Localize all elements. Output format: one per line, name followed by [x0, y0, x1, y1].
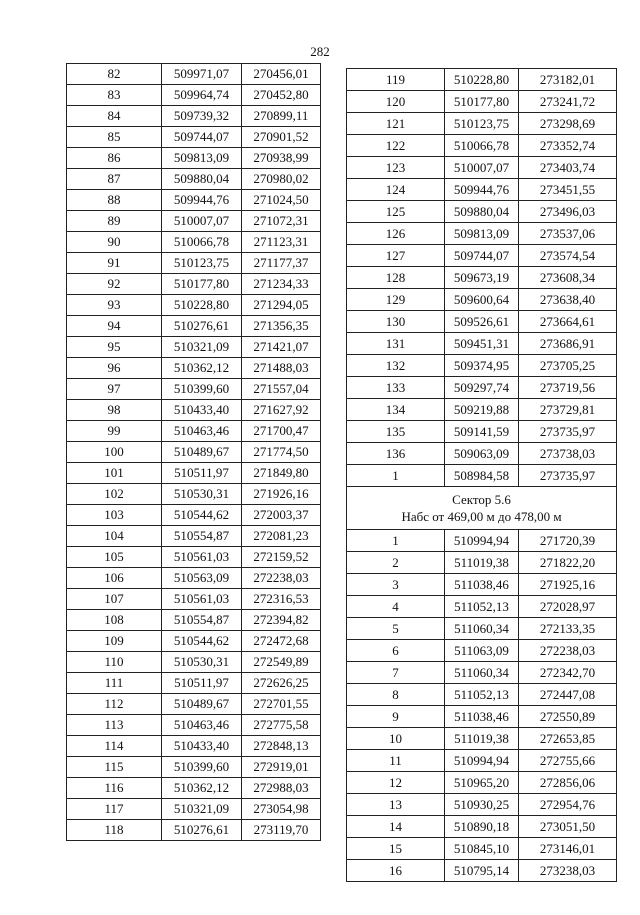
x-coordinate-cell: 509739,32 — [162, 106, 242, 127]
y-coordinate-cell: 271926,16 — [242, 484, 321, 505]
x-coordinate-cell: 510561,03 — [162, 547, 242, 568]
y-coordinate-cell: 272447,08 — [519, 684, 617, 706]
y-coordinate-cell: 271072,31 — [242, 211, 321, 232]
y-coordinate-cell: 272701,55 — [242, 694, 321, 715]
table-row — [347, 728, 617, 750]
point-number-cell: 92 — [67, 274, 162, 295]
y-coordinate-cell: 270938,99 — [242, 148, 321, 169]
point-number-cell: 4 — [347, 596, 445, 618]
point-number-cell: 89 — [67, 211, 162, 232]
point-number-cell: 114 — [67, 736, 162, 757]
y-coordinate-cell: 272028,97 — [519, 596, 617, 618]
point-number-cell: 116 — [67, 778, 162, 799]
y-coordinate-cell: 272755,66 — [519, 750, 617, 772]
point-number-cell: 84 — [67, 106, 162, 127]
point-number-cell: 117 — [67, 799, 162, 820]
x-coordinate-cell: 510994,94 — [445, 530, 519, 552]
x-coordinate-cell: 510007,07 — [162, 211, 242, 232]
x-coordinate-cell: 511060,34 — [445, 662, 519, 684]
x-coordinate-cell: 510965,20 — [445, 772, 519, 794]
table-row — [347, 530, 617, 552]
table-row — [67, 106, 321, 127]
point-number-cell: 105 — [67, 547, 162, 568]
x-coordinate-cell: 509880,04 — [162, 169, 242, 190]
point-number-cell: 13 — [347, 794, 445, 816]
y-coordinate-cell: 273451,55 — [519, 179, 617, 201]
y-coordinate-cell: 273537,06 — [519, 223, 617, 245]
sector-title: Сектор 5.6 — [452, 492, 511, 507]
table-row — [347, 552, 617, 574]
point-number-cell: 93 — [67, 295, 162, 316]
point-number-cell: 98 — [67, 400, 162, 421]
table-row — [347, 860, 617, 882]
point-number-cell: 16 — [347, 860, 445, 882]
point-number-cell: 123 — [347, 157, 445, 179]
x-coordinate-cell: 510489,67 — [162, 694, 242, 715]
point-number-cell: 10 — [347, 728, 445, 750]
table-row — [347, 157, 617, 179]
table-row — [347, 640, 617, 662]
table-row — [67, 463, 321, 484]
y-coordinate-cell: 273051,50 — [519, 816, 617, 838]
table-row — [67, 610, 321, 631]
x-coordinate-cell: 510463,46 — [162, 421, 242, 442]
y-coordinate-cell: 272081,23 — [242, 526, 321, 547]
point-number-cell: 108 — [67, 610, 162, 631]
table-row — [347, 574, 617, 596]
y-coordinate-cell: 272133,35 — [519, 618, 617, 640]
y-coordinate-cell: 273054,98 — [242, 799, 321, 820]
y-coordinate-cell: 272549,89 — [242, 652, 321, 673]
y-coordinate-cell: 270980,02 — [242, 169, 321, 190]
point-number-cell: 125 — [347, 201, 445, 223]
table-row — [67, 379, 321, 400]
table-row — [67, 316, 321, 337]
table-row — [67, 778, 321, 799]
x-coordinate-cell: 510066,78 — [162, 232, 242, 253]
y-coordinate-cell: 273298,69 — [519, 113, 617, 135]
point-number-cell: 103 — [67, 505, 162, 526]
point-number-cell: 120 — [347, 91, 445, 113]
y-coordinate-cell: 271627,92 — [242, 400, 321, 421]
y-coordinate-cell: 272316,53 — [242, 589, 321, 610]
y-coordinate-cell: 272342,70 — [519, 662, 617, 684]
x-coordinate-cell: 510007,07 — [445, 157, 519, 179]
table-row — [67, 568, 321, 589]
y-coordinate-cell: 270456,01 — [242, 64, 321, 85]
x-coordinate-cell: 510433,40 — [162, 736, 242, 757]
x-coordinate-cell: 510890,18 — [445, 816, 519, 838]
point-number-cell: 126 — [347, 223, 445, 245]
y-coordinate-cell: 270452,80 — [242, 85, 321, 106]
x-coordinate-cell: 511052,13 — [445, 596, 519, 618]
point-number-cell: 104 — [67, 526, 162, 547]
point-number-cell: 133 — [347, 377, 445, 399]
x-coordinate-cell: 509944,76 — [445, 179, 519, 201]
y-coordinate-cell: 271925,16 — [519, 574, 617, 596]
table-row — [67, 274, 321, 295]
table-row — [347, 794, 617, 816]
table-row — [347, 443, 617, 465]
point-number-cell: 113 — [67, 715, 162, 736]
table-row — [67, 190, 321, 211]
x-coordinate-cell: 508984,58 — [445, 465, 519, 487]
table-row — [67, 253, 321, 274]
x-coordinate-cell: 509944,76 — [162, 190, 242, 211]
point-number-cell: 90 — [67, 232, 162, 253]
left-coordinates-table — [66, 63, 321, 841]
point-number-cell: 8 — [347, 684, 445, 706]
point-number-cell: 99 — [67, 421, 162, 442]
point-number-cell: 130 — [347, 311, 445, 333]
sector-heading-cell — [347, 487, 617, 530]
table-row — [347, 377, 617, 399]
x-coordinate-cell: 510399,60 — [162, 757, 242, 778]
point-number-cell: 87 — [67, 169, 162, 190]
point-number-cell: 136 — [347, 443, 445, 465]
x-coordinate-cell: 510563,09 — [162, 568, 242, 589]
point-number-cell: 1 — [347, 530, 445, 552]
y-coordinate-cell: 273738,03 — [519, 443, 617, 465]
y-coordinate-cell: 272848,13 — [242, 736, 321, 757]
x-coordinate-cell: 509744,07 — [162, 127, 242, 148]
right-table-body-before — [347, 69, 617, 487]
x-coordinate-cell: 509673,19 — [445, 267, 519, 289]
table-row — [67, 526, 321, 547]
y-coordinate-cell: 272472,68 — [242, 631, 321, 652]
point-number-cell: 97 — [67, 379, 162, 400]
point-number-cell: 127 — [347, 245, 445, 267]
y-coordinate-cell: 273638,40 — [519, 289, 617, 311]
point-number-cell: 94 — [67, 316, 162, 337]
left-table-body — [67, 64, 321, 841]
table-row — [347, 179, 617, 201]
y-coordinate-cell: 273403,74 — [519, 157, 617, 179]
x-coordinate-cell: 510554,87 — [162, 526, 242, 547]
y-coordinate-cell: 270901,52 — [242, 127, 321, 148]
point-number-cell: 110 — [67, 652, 162, 673]
point-number-cell: 9 — [347, 706, 445, 728]
x-coordinate-cell: 510276,61 — [162, 820, 242, 841]
x-coordinate-cell: 510321,09 — [162, 799, 242, 820]
x-coordinate-cell: 510544,62 — [162, 631, 242, 652]
point-number-cell: 115 — [67, 757, 162, 778]
y-coordinate-cell: 272238,03 — [519, 640, 617, 662]
y-coordinate-cell: 272238,03 — [242, 568, 321, 589]
x-coordinate-cell: 509744,07 — [445, 245, 519, 267]
point-number-cell: 7 — [347, 662, 445, 684]
table-row — [67, 673, 321, 694]
point-number-cell: 109 — [67, 631, 162, 652]
page-number: 282 — [310, 44, 330, 59]
point-number-cell: 122 — [347, 135, 445, 157]
sector-heading-group — [347, 487, 617, 530]
y-coordinate-cell: 272003,37 — [242, 505, 321, 526]
x-coordinate-cell: 510321,09 — [162, 337, 242, 358]
point-number-cell: 132 — [347, 355, 445, 377]
table-row — [67, 820, 321, 841]
table-row — [347, 618, 617, 640]
table-row — [347, 421, 617, 443]
point-number-cell: 119 — [347, 69, 445, 91]
table-row — [67, 232, 321, 253]
y-coordinate-cell: 273146,01 — [519, 838, 617, 860]
point-number-cell: 112 — [67, 694, 162, 715]
x-coordinate-cell: 510795,14 — [445, 860, 519, 882]
y-coordinate-cell: 273496,03 — [519, 201, 617, 223]
x-coordinate-cell: 510994,94 — [445, 750, 519, 772]
sector-heading-row — [347, 487, 617, 530]
x-coordinate-cell: 509600,64 — [445, 289, 519, 311]
table-row — [347, 750, 617, 772]
x-coordinate-cell: 510362,12 — [162, 358, 242, 379]
table-row — [347, 838, 617, 860]
point-number-cell: 11 — [347, 750, 445, 772]
x-coordinate-cell: 509813,09 — [162, 148, 242, 169]
point-number-cell: 86 — [67, 148, 162, 169]
y-coordinate-cell: 272653,85 — [519, 728, 617, 750]
table-row — [67, 442, 321, 463]
point-number-cell: 107 — [67, 589, 162, 610]
y-coordinate-cell: 271177,37 — [242, 253, 321, 274]
point-number-cell: 12 — [347, 772, 445, 794]
point-number-cell: 2 — [347, 552, 445, 574]
x-coordinate-cell: 510228,80 — [445, 69, 519, 91]
table-row — [347, 399, 617, 421]
y-coordinate-cell: 271421,07 — [242, 337, 321, 358]
point-number-cell: 129 — [347, 289, 445, 311]
table-row — [347, 706, 617, 728]
table-row — [67, 295, 321, 316]
x-coordinate-cell: 511019,38 — [445, 728, 519, 750]
x-coordinate-cell: 510489,67 — [162, 442, 242, 463]
point-number-cell: 3 — [347, 574, 445, 596]
table-row — [67, 358, 321, 379]
x-coordinate-cell: 510276,61 — [162, 316, 242, 337]
x-coordinate-cell: 510362,12 — [162, 778, 242, 799]
x-coordinate-cell: 509971,07 — [162, 64, 242, 85]
x-coordinate-cell: 510554,87 — [162, 610, 242, 631]
sector-height-range: Набс от 469,00 м до 478,00 м — [401, 509, 562, 524]
y-coordinate-cell: 271822,20 — [519, 552, 617, 574]
y-coordinate-cell: 272550,89 — [519, 706, 617, 728]
x-coordinate-cell: 509526,61 — [445, 311, 519, 333]
point-number-cell: 15 — [347, 838, 445, 860]
x-coordinate-cell: 510845,10 — [445, 838, 519, 860]
table-row — [67, 484, 321, 505]
x-coordinate-cell: 511060,34 — [445, 618, 519, 640]
x-coordinate-cell: 510530,31 — [162, 652, 242, 673]
table-row — [347, 289, 617, 311]
y-coordinate-cell: 271700,47 — [242, 421, 321, 442]
y-coordinate-cell: 271024,50 — [242, 190, 321, 211]
y-coordinate-cell: 272954,76 — [519, 794, 617, 816]
y-coordinate-cell: 272856,06 — [519, 772, 617, 794]
table-row — [347, 684, 617, 706]
y-coordinate-cell: 270899,11 — [242, 106, 321, 127]
y-coordinate-cell: 272626,25 — [242, 673, 321, 694]
point-number-cell: 91 — [67, 253, 162, 274]
x-coordinate-cell: 510511,97 — [162, 463, 242, 484]
table-row — [67, 505, 321, 526]
point-number-cell: 88 — [67, 190, 162, 211]
table-row — [67, 127, 321, 148]
table-row — [67, 694, 321, 715]
x-coordinate-cell: 509141,59 — [445, 421, 519, 443]
y-coordinate-cell: 271294,05 — [242, 295, 321, 316]
x-coordinate-cell: 510066,78 — [445, 135, 519, 157]
x-coordinate-cell: 510930,25 — [445, 794, 519, 816]
table-row — [347, 816, 617, 838]
x-coordinate-cell: 510544,62 — [162, 505, 242, 526]
table-row — [67, 589, 321, 610]
x-coordinate-cell: 509451,31 — [445, 333, 519, 355]
x-coordinate-cell: 509219,88 — [445, 399, 519, 421]
table-row — [67, 400, 321, 421]
x-coordinate-cell: 509297,74 — [445, 377, 519, 399]
table-row — [67, 148, 321, 169]
x-coordinate-cell: 510561,03 — [162, 589, 242, 610]
y-coordinate-cell: 273705,25 — [519, 355, 617, 377]
table-row — [347, 113, 617, 135]
x-coordinate-cell: 509063,09 — [445, 443, 519, 465]
table-row — [347, 355, 617, 377]
point-number-cell: 111 — [67, 673, 162, 694]
table-row — [67, 337, 321, 358]
x-coordinate-cell: 510530,31 — [162, 484, 242, 505]
point-number-cell: 14 — [347, 816, 445, 838]
point-number-cell: 106 — [67, 568, 162, 589]
y-coordinate-cell: 273119,70 — [242, 820, 321, 841]
y-coordinate-cell: 272159,52 — [242, 547, 321, 568]
y-coordinate-cell: 273719,56 — [519, 377, 617, 399]
table-row — [67, 169, 321, 190]
table-row — [347, 267, 617, 289]
right-coordinates-table — [346, 68, 617, 882]
y-coordinate-cell: 271849,80 — [242, 463, 321, 484]
point-number-cell: 121 — [347, 113, 445, 135]
x-coordinate-cell: 511038,46 — [445, 574, 519, 596]
point-number-cell: 135 — [347, 421, 445, 443]
table-row — [347, 91, 617, 113]
y-coordinate-cell: 273729,81 — [519, 399, 617, 421]
x-coordinate-cell: 510228,80 — [162, 295, 242, 316]
table-row — [347, 311, 617, 333]
point-number-cell: 5 — [347, 618, 445, 640]
point-number-cell: 102 — [67, 484, 162, 505]
table-row — [347, 333, 617, 355]
table-row — [347, 662, 617, 684]
point-number-cell: 83 — [67, 85, 162, 106]
table-row — [67, 64, 321, 85]
y-coordinate-cell: 271488,03 — [242, 358, 321, 379]
point-number-cell: 100 — [67, 442, 162, 463]
x-coordinate-cell: 510123,75 — [162, 253, 242, 274]
y-coordinate-cell: 271234,33 — [242, 274, 321, 295]
table-row — [347, 135, 617, 157]
table-row — [67, 736, 321, 757]
point-number-cell: 128 — [347, 267, 445, 289]
point-number-cell: 124 — [347, 179, 445, 201]
y-coordinate-cell: 273241,72 — [519, 91, 617, 113]
point-number-cell: 101 — [67, 463, 162, 484]
y-coordinate-cell: 272919,01 — [242, 757, 321, 778]
table-row — [67, 799, 321, 820]
point-number-cell: 85 — [67, 127, 162, 148]
table-row — [347, 465, 617, 487]
point-number-cell: 95 — [67, 337, 162, 358]
y-coordinate-cell: 271356,35 — [242, 316, 321, 337]
right-table-body-after — [347, 530, 617, 882]
point-number-cell: 6 — [347, 640, 445, 662]
x-coordinate-cell: 509374,95 — [445, 355, 519, 377]
x-coordinate-cell: 510177,80 — [445, 91, 519, 113]
y-coordinate-cell: 273352,74 — [519, 135, 617, 157]
y-coordinate-cell: 271123,31 — [242, 232, 321, 253]
x-coordinate-cell: 509964,74 — [162, 85, 242, 106]
table-row — [347, 201, 617, 223]
x-coordinate-cell: 510399,60 — [162, 379, 242, 400]
x-coordinate-cell: 510463,46 — [162, 715, 242, 736]
x-coordinate-cell: 510123,75 — [445, 113, 519, 135]
y-coordinate-cell: 273686,91 — [519, 333, 617, 355]
table-row — [67, 547, 321, 568]
table-row — [67, 211, 321, 232]
x-coordinate-cell: 510511,97 — [162, 673, 242, 694]
y-coordinate-cell: 273735,97 — [519, 465, 617, 487]
x-coordinate-cell: 509880,04 — [445, 201, 519, 223]
table-row — [67, 85, 321, 106]
y-coordinate-cell: 273182,01 — [519, 69, 617, 91]
table-row — [347, 245, 617, 267]
x-coordinate-cell: 510433,40 — [162, 400, 242, 421]
table-row — [67, 631, 321, 652]
table-row — [67, 652, 321, 673]
point-number-cell: 131 — [347, 333, 445, 355]
table-row — [347, 596, 617, 618]
point-number-cell: 96 — [67, 358, 162, 379]
y-coordinate-cell: 271557,04 — [242, 379, 321, 400]
y-coordinate-cell: 273608,34 — [519, 267, 617, 289]
y-coordinate-cell: 271774,50 — [242, 442, 321, 463]
y-coordinate-cell: 271720,39 — [519, 530, 617, 552]
y-coordinate-cell: 273574,54 — [519, 245, 617, 267]
x-coordinate-cell: 511038,46 — [445, 706, 519, 728]
y-coordinate-cell: 273735,97 — [519, 421, 617, 443]
x-coordinate-cell: 511052,13 — [445, 684, 519, 706]
x-coordinate-cell: 509813,09 — [445, 223, 519, 245]
y-coordinate-cell: 272775,58 — [242, 715, 321, 736]
table-row — [347, 223, 617, 245]
table-row — [347, 772, 617, 794]
y-coordinate-cell: 272394,82 — [242, 610, 321, 631]
y-coordinate-cell: 272988,03 — [242, 778, 321, 799]
point-number-cell: 134 — [347, 399, 445, 421]
point-number-cell: 1 — [347, 465, 445, 487]
table-row — [347, 69, 617, 91]
x-coordinate-cell: 510177,80 — [162, 274, 242, 295]
y-coordinate-cell: 273664,61 — [519, 311, 617, 333]
table-row — [67, 715, 321, 736]
y-coordinate-cell: 273238,03 — [519, 860, 617, 882]
table-row — [67, 421, 321, 442]
x-coordinate-cell: 511019,38 — [445, 552, 519, 574]
table-row — [67, 757, 321, 778]
point-number-cell: 118 — [67, 820, 162, 841]
x-coordinate-cell: 511063,09 — [445, 640, 519, 662]
point-number-cell: 82 — [67, 64, 162, 85]
